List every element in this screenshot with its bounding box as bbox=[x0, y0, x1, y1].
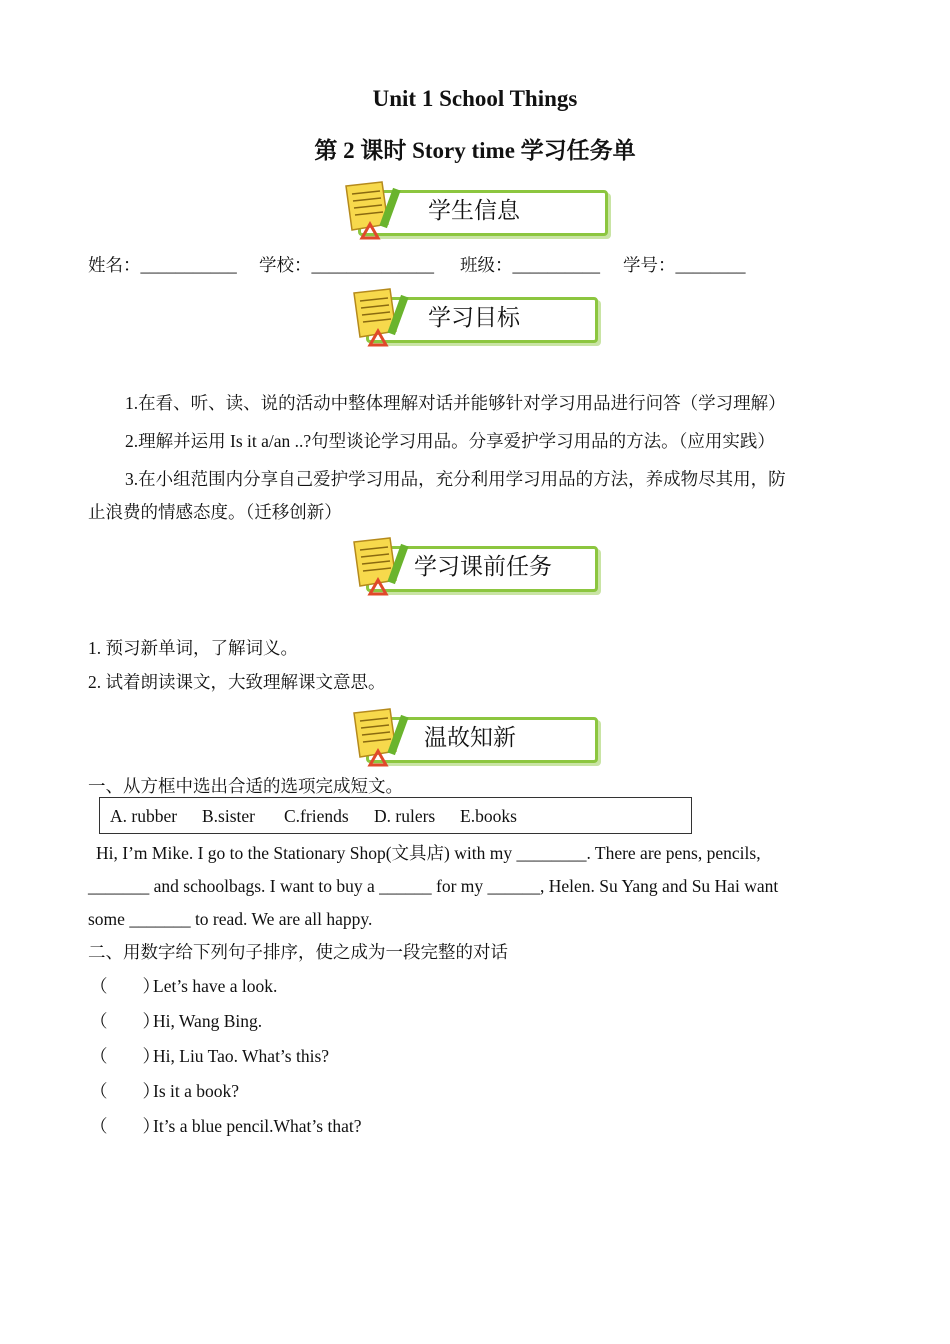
order-blank[interactable]: （ ） bbox=[90, 1081, 160, 1101]
section-label-review: 温故知新 bbox=[424, 725, 516, 751]
goal-item: 1.在看、听、读、说的活动中整体理解对话并能够针对学习用品进行问答（学习理解） bbox=[125, 393, 786, 413]
document-title: Unit 1 School Things bbox=[372, 86, 578, 111]
dialogue-sentence: Hi, Wang Bing. bbox=[153, 1011, 263, 1031]
option-b: B.sister bbox=[202, 806, 255, 826]
exercise2-instruction: 二、用数字给下列句子排序，使之成为一段完整的对话 bbox=[88, 942, 508, 962]
field-name: 姓名：___________ bbox=[88, 255, 237, 275]
section-banner-student-info bbox=[340, 180, 608, 236]
notepad-pencil-icon bbox=[340, 180, 410, 242]
order-blank[interactable]: （ ） bbox=[90, 1116, 160, 1136]
section-banner-review bbox=[348, 707, 598, 763]
dialogue-sentence: Hi, Liu Tao. What’s this? bbox=[153, 1046, 330, 1066]
option-e: E.books bbox=[460, 806, 517, 826]
document-subtitle: 第 2 课时 Story time 学习任务单 bbox=[314, 138, 636, 163]
notepad-pencil-icon bbox=[348, 287, 418, 349]
goal-item: 2.理解并运用 Is it a/an ..?句型谈论学习用品。分享爱护学习用品的方法。（应用实践） bbox=[125, 431, 775, 451]
notepad-pencil-icon bbox=[348, 536, 418, 598]
dialogue-sentence: It’s a blue pencil.What’s that? bbox=[153, 1116, 362, 1136]
option-a: A. rubber bbox=[110, 806, 178, 826]
goal-item: 3.在小组范围内分享自己爱护学习用品，充分利用学习用品的方法，养成物尽其用，防 bbox=[125, 469, 786, 489]
pre-task-item: 1. 预习新单词，了解词义。 bbox=[88, 638, 298, 658]
field-number: 学号：________ bbox=[623, 255, 746, 275]
goal-item-continued: 止浪费的情感态度。（迁移创新） bbox=[88, 502, 342, 522]
order-blank[interactable]: （ ） bbox=[90, 1046, 160, 1066]
exercise1-instruction: 一、从方框中选出合适的选项完成短文。 bbox=[88, 776, 403, 796]
section-label-student-info: 学生信息 bbox=[428, 198, 520, 224]
field-class: 班级：__________ bbox=[460, 255, 600, 275]
section-banner-goals bbox=[348, 287, 598, 343]
pre-task-item: 2. 试着朗读课文，大致理解课文意思。 bbox=[88, 672, 386, 692]
options-box bbox=[99, 797, 692, 834]
passage-line: Hi, I’m Mike. I go to the Stationary Shop(文具店) with my ________. There are pens, pencils, bbox=[96, 843, 761, 863]
section-banner-pre-task bbox=[348, 536, 598, 592]
order-blank[interactable]: （ ） bbox=[90, 976, 160, 996]
option-c: C.friends bbox=[284, 806, 349, 826]
passage-line: _______ and schoolbags. I want to buy a ______ for my ______, Helen. Su Yang and Su Hai want bbox=[88, 876, 779, 896]
passage-line: some _______ to read. We are all happy. bbox=[88, 909, 373, 929]
dialogue-sentence: Is it a book? bbox=[153, 1081, 240, 1101]
section-label-pre-task: 学习课前任务 bbox=[414, 554, 552, 580]
option-d: D. rulers bbox=[374, 806, 436, 826]
dialogue-sentence: Let’s have a look. bbox=[153, 976, 278, 996]
order-blank[interactable]: （ ） bbox=[90, 1011, 160, 1031]
notepad-pencil-icon bbox=[348, 707, 418, 769]
field-school: 学校：______________ bbox=[259, 255, 434, 275]
section-label-goals: 学习目标 bbox=[428, 305, 520, 331]
